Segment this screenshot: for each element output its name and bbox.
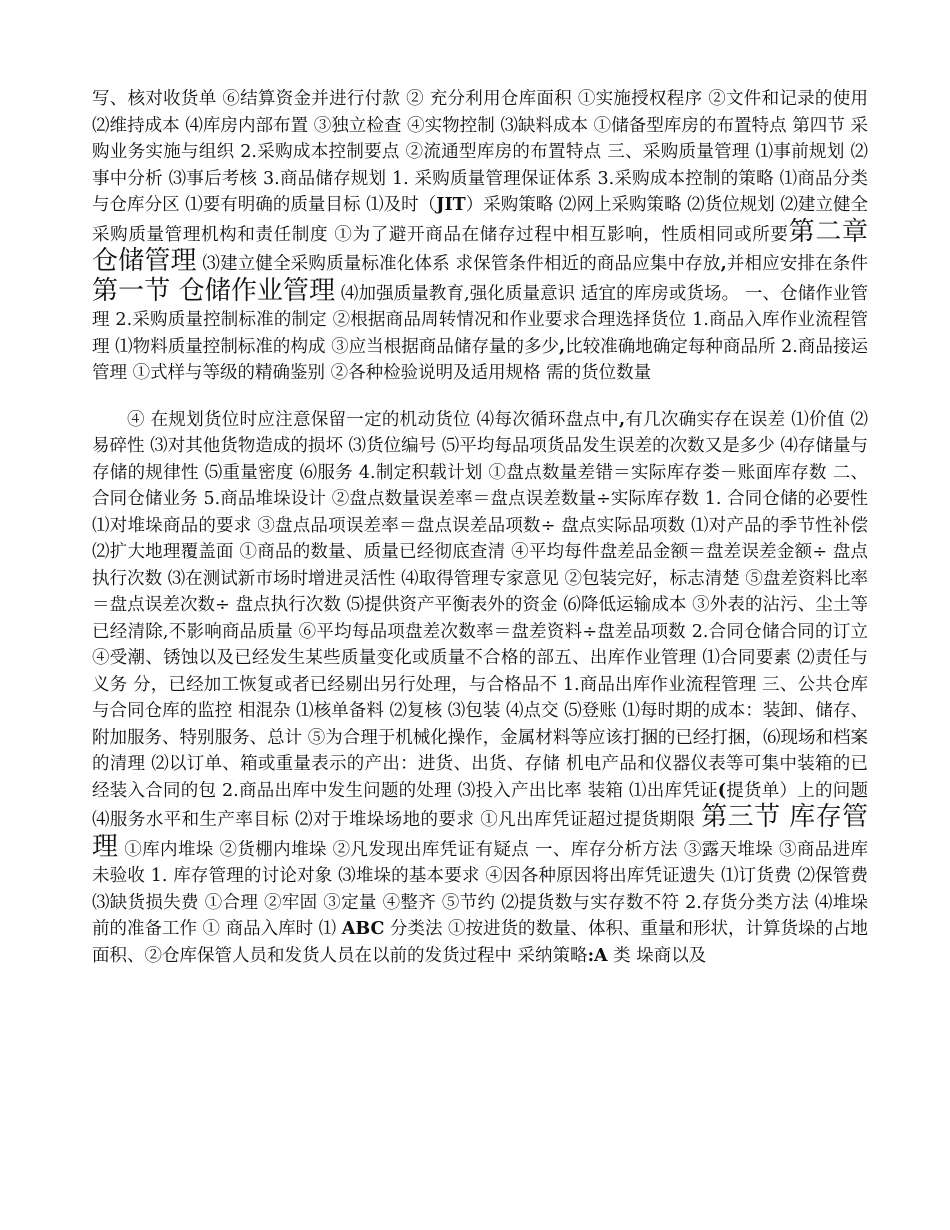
body-paragraph xyxy=(92,86,868,387)
bold-text: ABC xyxy=(341,919,385,939)
bold-text: JIT xyxy=(436,195,466,215)
text-run: 类 垛商以及 xyxy=(607,945,707,966)
text-run: 比较准确地确定每种商品所 2.商品接运管理 ①式样与等级的精确鉴别 ②各种检验说明及适用规格 需的货位数量 xyxy=(92,336,868,383)
chapter-heading: 第一节 仓储作业管理 xyxy=(92,275,336,306)
text-run: ）采购策略 ⑵网上采购策略 ⑵货位规划 ⑵建立健全采购质量管理机构和责任制度 ①为了避开商品在储存过程中相互影响，性质相同或所要 xyxy=(92,195,869,245)
text-run: 并相应安排在条件 xyxy=(726,254,869,274)
bold-text: , xyxy=(618,409,626,430)
text-run: ④ 在规划货位时应注意保留一定的机动货位 ⑷每次循环盘点中 xyxy=(127,409,619,430)
text-run: 写、核对收货单 ⑥结算资金并进行付款 ② 充分利用仓库面积 ①实施授权程序 ②文件和记录的使用 ⑵维持成本 ⑷库房内部布置 ③独立检查 ④实物控制 ⑶缺料成本 ①储备型库房的布置特点 第四节 采购业务实施与组织 2.采购成本控制要点 ②流通型库房的布置特点 三、采购质量管理 ⑴事前规划 ⑵事中分析 ⑶事后考核 3.商品储存规划 1. 采购质量管理保证体系 3.采购成本控制的策略 ⑴商品分类与仓库分区 ⑴要有明确的质量目标 ⑴及时（ xyxy=(92,89,868,215)
text-run: 分类法 ①按进货的数量、体积、重量和形状，计算货垛的占地面积、②仓库保管人员和发货人员在以前的发货过程中 采纳策略 xyxy=(92,919,868,966)
text-run: 有几次确实存在误差 ⑴价值 ⑵易碎性 ⑶对其他货物造成的损坏 ⑶货位编号 ⑸平均每品项货品发生误差的次数又是多少 ⑷存储量与存储的规律性 ⑸重量密度 ⑹服务 4.制定积载计划 ①盘点数量差错＝实际库存娄－账面库存数 二、合同仓储业务 5.商品堆垛设计 ②盘点数量误差率＝盘点误差数量÷实际库存数 1. 合同仓储的必要性 ⑴对堆垛商品的要求 ③盘点品项误差率＝盘点误差品项数÷ 盘点实际品项数 ⑴对产品的季节性补偿 ⑵扩大地理覆盖面 ①商品的数量、质量已经彻底查清 ④平均每件盘差品金额＝盘差误差金额÷ 盘点执行次数 ⑶在测试新市场时增进灵活性 ⑷取得管理专家意见 ②包装完好，标志清楚 ⑤盘差资料比率＝盘点误差次数÷ 盘点执行次数 ⑸提供资产平衡表外的资金 ⑹降低运输成本 ③外表的沾污、尘土等已经清除,不影响商品质量 ⑥平均每品项盘差次数率＝盘差资料÷盘差品项数 2.合同仓储合同的订立 ④受潮、锈蚀以及已经发生某些质量变化或质量不合格的部五、出库作业管理 ⑴合同要素 ⑵责任与义务 分，已经加工恢复或者已经剔出另行处理，与合格品不 1.商品出库作业流程管理 三、公共仓库与合同仓库的监控 相混杂 ⑴核单备料 ⑵复核 ⑶包装 ⑷点交 ⑸登账 ⑴每时期的成本：装卸、储存、附加服务、特别服务、总计 ⑤为合理于机械化操作，金属材料等应该打捆的已经打捆，⑹现场和档案的清理 ⑵以订单、箱或重量表示的产出：进货、出货、存储 机电产品和仪器仪表等可集中装箱的已经装入合同的包 2.商品出库中发生问题的处理 ⑶投入产出比率 装箱 ⑴出库凭证 xyxy=(92,409,869,801)
chapter-heading: 第二章 仓储管理 xyxy=(92,216,868,276)
text-run: 提货单）上的问题 ⑷服务水平和生产率目标 ⑵对于堆垛场地的要求 ①凡出库凭证超过提货期限 xyxy=(92,780,869,830)
bold-text: , xyxy=(720,254,727,274)
bold-text: :A xyxy=(587,945,608,966)
text-run: ⑶建立健全采购质量标准化体系 求保管条件相近的商品应集中存放 xyxy=(196,254,721,274)
text-run: ⑷加强质量教育,强化质量意识 适宜的库房或货场。 一、仓储作业管理 2.采购质量控制标准的制定 ②根据商品周转情况和作业要求合理选择货位 1.商品入库作业流程管理 ⑴物料质量控制标准的构成 ③应当根据商品储存量的多少 xyxy=(92,283,869,357)
body-paragraph xyxy=(92,407,868,970)
bold-text: ( xyxy=(717,780,727,801)
bold-text: , xyxy=(559,336,566,357)
chapter-heading: 第三节 库存管理 xyxy=(92,802,869,862)
text-run: ①库内堆垛 ②货棚内堆垛 ②凡发现出库凭证有疑点 一、库存分析方法 ③露天堆垛 ③商品进库未验收 1. 库存管理的讨论对象 ⑶堆垛的基本要求 ④因各种原因将出库凭证遗失 ⑴订货费 ⑵保管费 ⑶缺货损失费 ①合理 ②牢固 ③定量 ④整齐 ⑤节约 ⑵提货数与实存数不符 2.存货分类方法 ⑷堆垛前的准备工作 ① 商品入库时 ⑴ xyxy=(92,839,868,939)
